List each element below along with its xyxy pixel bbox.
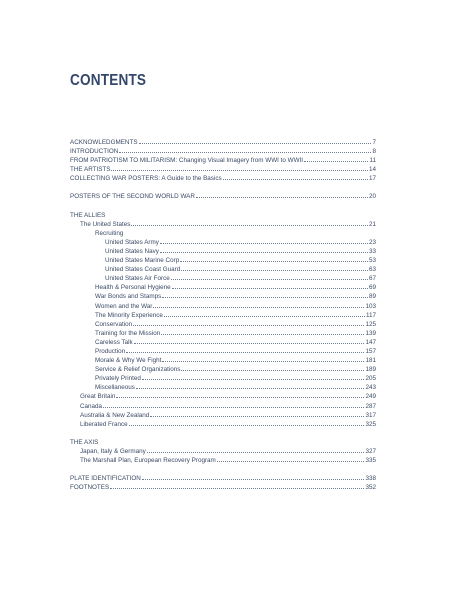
toc-entry-page: 157 xyxy=(365,347,376,355)
toc-entry-label: POSTERS OF THE SECOND WORLD WAR xyxy=(70,193,195,201)
toc-entry-page: 7 xyxy=(372,139,376,146)
toc-entry xyxy=(70,483,376,492)
toc-entry xyxy=(70,447,376,456)
toc-entry-page: 243 xyxy=(365,384,376,392)
toc-entry-page: 327 xyxy=(365,447,376,455)
toc-entry xyxy=(70,402,376,411)
toc-entry-label: War Bonds and Stamps xyxy=(95,293,162,301)
toc-entry xyxy=(70,220,376,229)
dot-leader xyxy=(119,147,371,153)
dot-leader xyxy=(103,402,364,408)
toc-entry-label: The Minority Experience xyxy=(95,311,163,319)
dot-leader xyxy=(126,347,364,353)
toc-entry xyxy=(70,329,376,338)
toc-entry-page: 33 xyxy=(368,247,376,255)
toc-entry xyxy=(70,192,376,201)
toc-entry xyxy=(70,256,376,265)
dot-leader xyxy=(223,174,368,180)
toc-entry xyxy=(70,338,376,347)
toc-entry-label: Great Britain xyxy=(80,393,116,401)
toc-entry-page: 317 xyxy=(365,411,376,419)
toc-entry-label: ACKNOWLEDGMENTS xyxy=(70,139,138,146)
toc-entry-page: 189 xyxy=(365,366,376,374)
toc-entry-page: 14 xyxy=(368,166,376,174)
spacer xyxy=(70,183,376,192)
toc-entry-label: Morale & Why We Fight xyxy=(95,357,162,365)
dot-leader xyxy=(147,447,365,453)
dot-leader xyxy=(142,374,365,380)
toc-entry xyxy=(70,374,376,383)
table-of-contents xyxy=(70,138,376,492)
dot-leader xyxy=(134,338,365,344)
toc-entry xyxy=(70,456,376,465)
toc-entry-label: PLATE IDENTIFICATION xyxy=(70,475,141,483)
toc-entry-label: Miscellaneous xyxy=(95,384,135,392)
toc-entry-page: 249 xyxy=(365,393,376,401)
toc-entry xyxy=(70,392,376,401)
toc-entry-page: 205 xyxy=(365,375,376,383)
toc-entry-page: 338 xyxy=(365,475,376,483)
toc-entry-label: Liberated France xyxy=(80,420,128,428)
toc-entry-page: 125 xyxy=(365,320,376,328)
dot-leader xyxy=(162,292,368,298)
toc-entry-label: United States Marine Corp xyxy=(105,257,180,265)
dot-leader xyxy=(160,238,368,244)
page-title: CONTENTS xyxy=(70,72,147,89)
dot-leader xyxy=(111,165,368,171)
dot-leader xyxy=(181,265,368,271)
dot-leader xyxy=(153,302,364,308)
toc-entry-page: 11 xyxy=(369,157,376,165)
toc-entry-label: United States Air Force xyxy=(105,275,170,283)
toc-entry-page: 147 xyxy=(365,338,376,346)
toc-entry-page: 181 xyxy=(365,357,376,365)
toc-entry-label: United States Coast Guard xyxy=(105,266,181,274)
toc-entry-page: 63 xyxy=(368,266,376,274)
toc-entry-label: INTRODUCTION xyxy=(70,148,119,156)
dot-leader xyxy=(129,420,365,426)
dot-leader xyxy=(110,483,364,489)
spacer xyxy=(70,429,376,438)
toc-entry-label: The Marshall Plan, European Recovery Program xyxy=(80,457,216,464)
spacer xyxy=(70,465,376,474)
toc-entry xyxy=(70,292,376,301)
toc-entry-label: United States Army xyxy=(105,238,159,246)
dot-leader xyxy=(150,411,364,417)
toc-entry xyxy=(70,174,376,183)
toc-entry xyxy=(70,474,376,483)
toc-entry-page: 23 xyxy=(368,238,376,246)
dot-leader xyxy=(181,365,364,371)
toc-entry xyxy=(70,320,376,329)
toc-entry xyxy=(70,247,376,256)
dot-leader xyxy=(164,311,365,317)
toc-entry-page: 139 xyxy=(365,329,376,337)
toc-entry xyxy=(70,302,376,311)
toc-entry-page: 325 xyxy=(365,420,376,428)
toc-entry xyxy=(70,420,376,429)
toc-entry-page: 8 xyxy=(372,148,376,156)
toc-entry-label: Privately Printed xyxy=(95,375,141,383)
toc-entry xyxy=(70,265,376,274)
toc-entry-label: Canada xyxy=(80,402,103,410)
dot-leader xyxy=(131,220,368,226)
dot-leader xyxy=(133,320,364,326)
dot-leader xyxy=(180,256,368,262)
dot-leader xyxy=(160,247,368,253)
toc-entry xyxy=(70,238,376,247)
toc-entry xyxy=(70,283,376,292)
toc-entry xyxy=(70,274,376,283)
toc-entry-page: 287 xyxy=(365,402,376,410)
spacer xyxy=(70,202,376,211)
toc-entry-label: THE ARTISTS xyxy=(70,166,111,174)
toc-entry-label: Australia & New Zealand xyxy=(80,411,150,419)
dot-leader xyxy=(161,329,364,335)
toc-entry-label: FROM PATRIOTISM TO MILITARISM: Changing Visual Imagery from WWI to WWII xyxy=(70,157,304,165)
toc-entry-label: United States Navy xyxy=(105,247,159,255)
toc-entry-page: 67 xyxy=(368,275,376,283)
toc-entry-page: 21 xyxy=(368,220,376,228)
toc-entry-page: 117 xyxy=(365,311,376,319)
toc-entry xyxy=(70,347,376,356)
section-heading-allies: THE ALLIES xyxy=(70,211,106,219)
toc-entry xyxy=(70,147,376,156)
subsection-heading-recruiting: Recruiting xyxy=(95,229,124,237)
toc-entry-page: 89 xyxy=(368,293,376,301)
dot-leader xyxy=(172,283,368,289)
dot-leader xyxy=(139,138,372,144)
toc-entry-label: Women and the War xyxy=(95,302,153,310)
toc-entry-page: 53 xyxy=(368,257,376,265)
toc-entry xyxy=(70,165,376,174)
section-heading-axis: THE AXIS xyxy=(70,438,99,446)
toc-entry-label: Production xyxy=(95,347,126,355)
dot-leader xyxy=(142,474,365,480)
dot-leader xyxy=(116,392,364,398)
toc-entry-label: Training for the Mission xyxy=(95,329,161,337)
toc-entry-page: 103 xyxy=(365,302,376,310)
dot-leader xyxy=(171,274,368,280)
toc-entry xyxy=(70,138,376,147)
toc-entry xyxy=(70,311,376,320)
toc-entry-label: Careless Talk xyxy=(95,338,133,346)
dot-leader xyxy=(196,192,368,198)
toc-entry-page: 352 xyxy=(365,484,376,492)
toc-entry xyxy=(70,411,376,420)
toc-entry xyxy=(70,356,376,365)
toc-entry-label: Japan, Italy & Germany xyxy=(80,447,146,455)
toc-entry-label: COLLECTING WAR POSTERS: A Guide to the Basics xyxy=(70,175,222,183)
toc-entry xyxy=(70,383,376,392)
toc-entry-label: Conservation xyxy=(95,320,133,328)
toc-entry-label: Health & Personal Hygiene xyxy=(95,284,171,292)
dot-leader xyxy=(304,156,368,162)
toc-entry-label: The United States xyxy=(80,220,131,228)
toc-entry-page: 20 xyxy=(368,193,376,201)
dot-leader xyxy=(162,356,364,362)
toc-entry-page: 17 xyxy=(368,175,376,183)
toc-entry-label: Service & Relief Organizations xyxy=(95,366,181,374)
toc-entry-page: 69 xyxy=(368,284,376,292)
toc-entry xyxy=(70,365,376,374)
toc-entry-page: 335 xyxy=(365,457,376,464)
toc-entry-label: FOOTNOTES xyxy=(70,484,110,492)
dot-leader xyxy=(136,383,365,389)
toc-entry xyxy=(70,156,376,165)
dot-leader xyxy=(217,456,365,462)
